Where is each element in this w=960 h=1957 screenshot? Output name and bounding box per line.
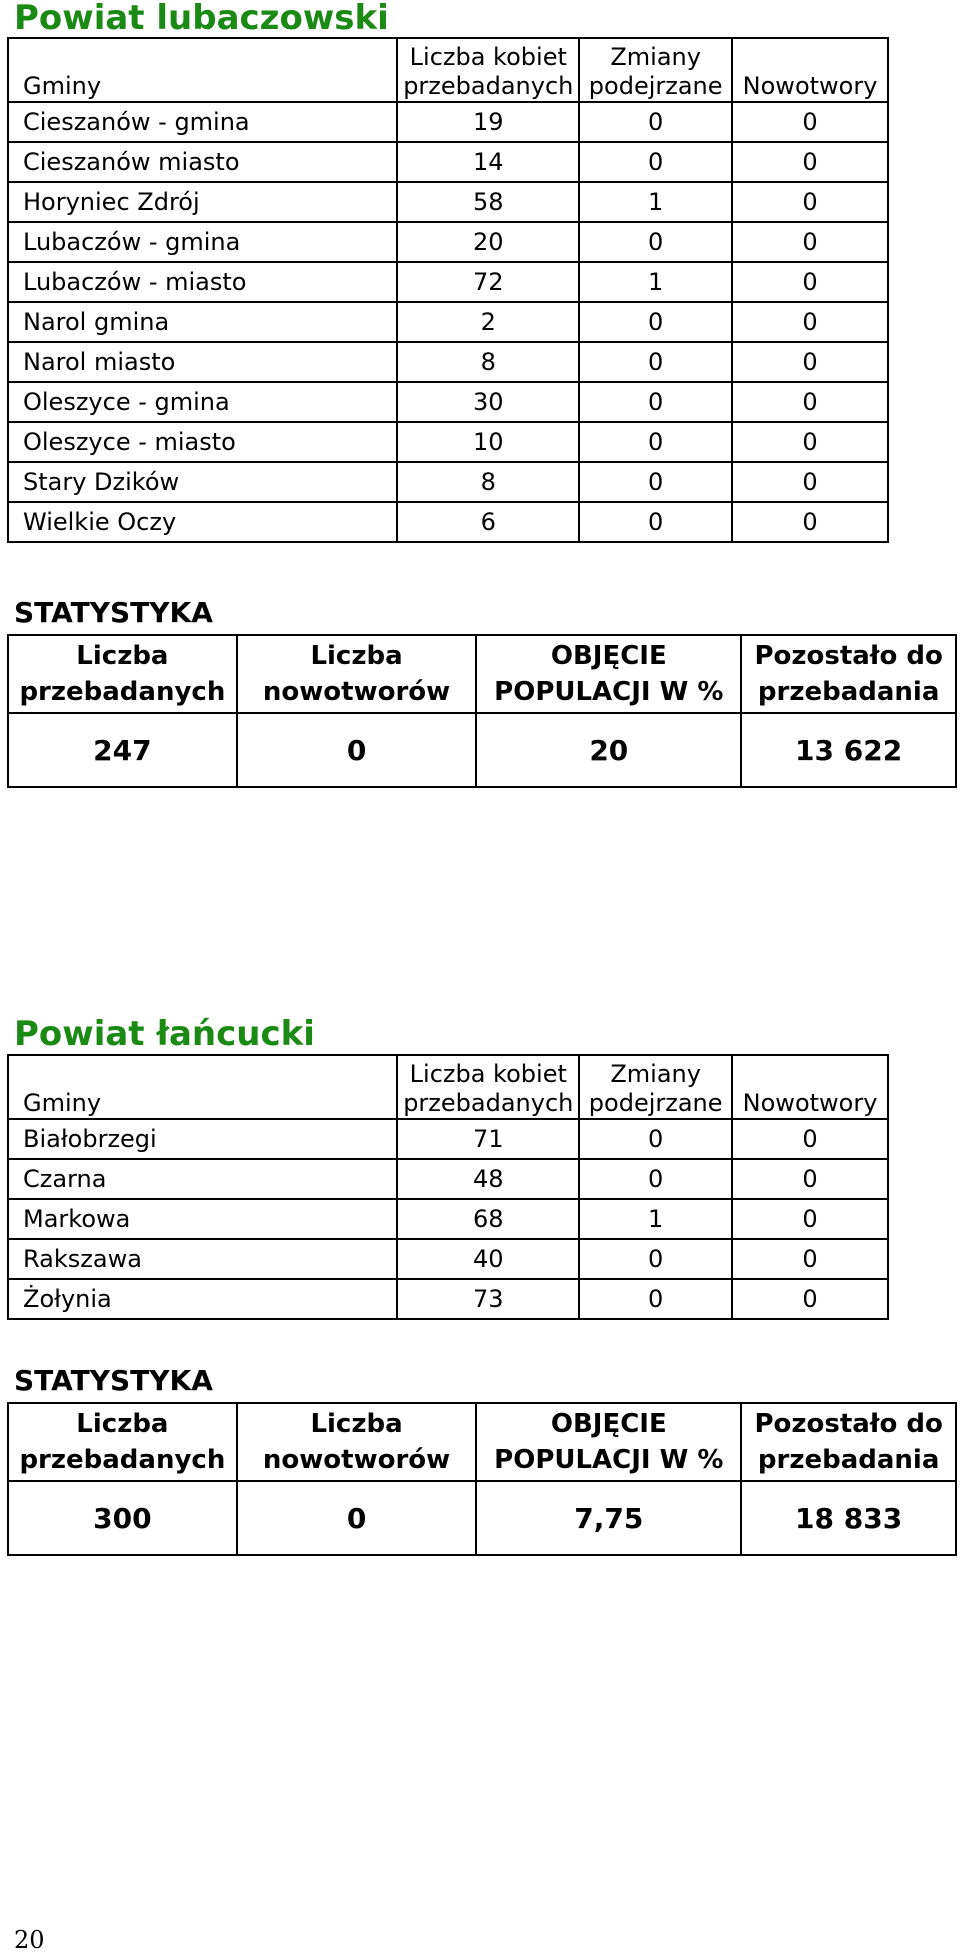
header-line: przebadania [757, 1445, 940, 1475]
cell-gmina: Narol miasto [8, 342, 397, 382]
page-number: 20 [14, 1926, 45, 1954]
header-line: Liczba [310, 1409, 403, 1439]
cell-nowotwory: 0 [732, 102, 888, 142]
header-nowotwory: Nowotwory [732, 1055, 888, 1119]
stat-header-objecie [476, 635, 741, 713]
statystyka-label: STATYSTYKA [14, 596, 213, 629]
header-line: podejrzane [588, 72, 723, 100]
header-zmiany [579, 1055, 732, 1119]
cell-nowotwory: 0 [732, 1239, 888, 1279]
cell-zmiany: 0 [579, 422, 732, 462]
header-line: przebadanych [403, 1089, 574, 1117]
statystyka-table [7, 634, 957, 788]
stat-value-row [8, 1481, 956, 1555]
cell-zmiany: 0 [579, 302, 732, 342]
stat-header-row [8, 1403, 956, 1481]
cell-zmiany: 0 [579, 342, 732, 382]
stat-header-pozostalo [741, 635, 956, 713]
cell-gmina: Lubaczów - gmina [8, 222, 397, 262]
cell-zmiany: 0 [579, 502, 732, 542]
header-line: Zmiany [610, 1060, 701, 1088]
cell-gmina: Stary Dzików [8, 462, 397, 502]
header-gminy: Gminy [8, 38, 397, 102]
cell-nowotwory: 0 [732, 342, 888, 382]
cell-kobiety: 8 [397, 462, 579, 502]
cell-kobiety: 72 [397, 262, 579, 302]
statystyka-table [7, 1402, 957, 1556]
header-line: nowotworów [262, 1445, 451, 1475]
cell-nowotwory: 0 [732, 262, 888, 302]
cell-gmina: Oleszyce - gmina [8, 382, 397, 422]
header-line: Pozostało do [754, 1409, 943, 1439]
stat-value-pozostalo: 13 622 [741, 713, 956, 787]
cell-kobiety: 8 [397, 342, 579, 382]
table-row [8, 1279, 888, 1319]
cell-gmina: Żołynia [8, 1279, 397, 1319]
cell-kobiety: 68 [397, 1199, 579, 1239]
cell-zmiany: 0 [579, 102, 732, 142]
cell-kobiety: 10 [397, 422, 579, 462]
cell-nowotwory: 0 [732, 382, 888, 422]
table-row [8, 342, 888, 382]
cell-gmina: Wielkie Oczy [8, 502, 397, 542]
stat-header-nowotworow [237, 635, 477, 713]
header-nowotwory: Nowotwory [732, 38, 888, 102]
header-line: Liczba [310, 641, 403, 671]
statystyka-label: STATYSTYKA [14, 1364, 213, 1397]
header-line: OBJĘCIE [550, 1409, 667, 1439]
cell-nowotwory: 0 [732, 1199, 888, 1239]
table-row [8, 1199, 888, 1239]
header-line: POPULACJI W % [494, 677, 724, 707]
cell-nowotwory: 0 [732, 1159, 888, 1199]
cell-zmiany: 0 [579, 142, 732, 182]
header-line: Liczba [76, 641, 169, 671]
stat-header-row [8, 635, 956, 713]
header-line: przebadanych [19, 1445, 226, 1475]
header-line: Liczba [76, 1409, 169, 1439]
powiat-title: Powiat łańcucki [14, 1014, 315, 1054]
cell-zmiany: 0 [579, 1119, 732, 1159]
cell-kobiety: 19 [397, 102, 579, 142]
table-row [8, 1239, 888, 1279]
header-line: nowotworów [262, 677, 451, 707]
cell-nowotwory: 0 [732, 502, 888, 542]
header-line: przebadania [757, 677, 940, 707]
gminy-table [7, 37, 889, 543]
cell-zmiany: 0 [579, 462, 732, 502]
header-liczba-kobiet [397, 38, 579, 102]
cell-nowotwory: 0 [732, 302, 888, 342]
stat-value-przebadanych: 247 [8, 713, 237, 787]
header-line: POPULACJI W % [494, 1445, 724, 1475]
cell-zmiany: 0 [579, 1239, 732, 1279]
cell-zmiany: 1 [579, 1199, 732, 1239]
cell-kobiety: 14 [397, 142, 579, 182]
cell-nowotwory: 0 [732, 182, 888, 222]
stat-value-przebadanych: 300 [8, 1481, 237, 1555]
cell-gmina: Lubaczów - miasto [8, 262, 397, 302]
table-row [8, 142, 888, 182]
table-header-row [8, 38, 888, 102]
cell-kobiety: 71 [397, 1119, 579, 1159]
header-line: Liczba kobiet [409, 43, 567, 71]
cell-zmiany: 1 [579, 262, 732, 302]
cell-gmina: Markowa [8, 1199, 397, 1239]
table-row [8, 502, 888, 542]
stat-value-row [8, 713, 956, 787]
table-row [8, 182, 888, 222]
table-row [8, 1159, 888, 1199]
cell-nowotwory: 0 [732, 462, 888, 502]
cell-kobiety: 30 [397, 382, 579, 422]
header-line: podejrzane [588, 1089, 723, 1117]
cell-gmina: Rakszawa [8, 1239, 397, 1279]
cell-nowotwory: 0 [732, 1279, 888, 1319]
table-row [8, 102, 888, 142]
cell-kobiety: 48 [397, 1159, 579, 1199]
header-line: przebadanych [403, 72, 574, 100]
cell-gmina: Czarna [8, 1159, 397, 1199]
cell-kobiety: 20 [397, 222, 579, 262]
cell-kobiety: 73 [397, 1279, 579, 1319]
table-row [8, 382, 888, 422]
cell-gmina: Cieszanów - gmina [8, 102, 397, 142]
cell-zmiany: 0 [579, 1159, 732, 1199]
cell-zmiany: 0 [579, 222, 732, 262]
header-gminy: Gminy [8, 1055, 397, 1119]
table-row [8, 1119, 888, 1159]
stat-header-przebadanych [8, 635, 237, 713]
gminy-table [7, 1054, 889, 1320]
stat-header-przebadanych [8, 1403, 237, 1481]
cell-zmiany: 1 [579, 182, 732, 222]
stat-value-nowotworow: 0 [237, 1481, 477, 1555]
stat-value-objecie: 7,75 [476, 1481, 741, 1555]
cell-gmina: Oleszyce - miasto [8, 422, 397, 462]
table-row [8, 422, 888, 462]
header-line: Zmiany [610, 43, 701, 71]
cell-nowotwory: 0 [732, 222, 888, 262]
cell-zmiany: 0 [579, 382, 732, 422]
header-line: OBJĘCIE [550, 641, 667, 671]
table-header-row [8, 1055, 888, 1119]
table-row [8, 462, 888, 502]
stat-value-nowotworow: 0 [237, 713, 477, 787]
header-line: przebadanych [19, 677, 226, 707]
header-liczba-kobiet [397, 1055, 579, 1119]
stat-value-pozostalo: 18 833 [741, 1481, 956, 1555]
cell-kobiety: 2 [397, 302, 579, 342]
cell-kobiety: 6 [397, 502, 579, 542]
stat-header-objecie [476, 1403, 741, 1481]
cell-kobiety: 40 [397, 1239, 579, 1279]
header-line: Pozostało do [754, 641, 943, 671]
header-zmiany [579, 38, 732, 102]
cell-zmiany: 0 [579, 1279, 732, 1319]
cell-nowotwory: 0 [732, 142, 888, 182]
cell-gmina: Narol gmina [8, 302, 397, 342]
cell-nowotwory: 0 [732, 422, 888, 462]
table-row [8, 222, 888, 262]
cell-kobiety: 58 [397, 182, 579, 222]
cell-nowotwory: 0 [732, 1119, 888, 1159]
table-row [8, 262, 888, 302]
stat-header-pozostalo [741, 1403, 956, 1481]
cell-gmina: Białobrzegi [8, 1119, 397, 1159]
header-line: Liczba kobiet [409, 1060, 567, 1088]
cell-gmina: Horyniec Zdrój [8, 182, 397, 222]
stat-value-objecie: 20 [476, 713, 741, 787]
stat-header-nowotworow [237, 1403, 477, 1481]
cell-gmina: Cieszanów miasto [8, 142, 397, 182]
table-row [8, 302, 888, 342]
powiat-title: Powiat lubaczowski [14, 0, 389, 38]
